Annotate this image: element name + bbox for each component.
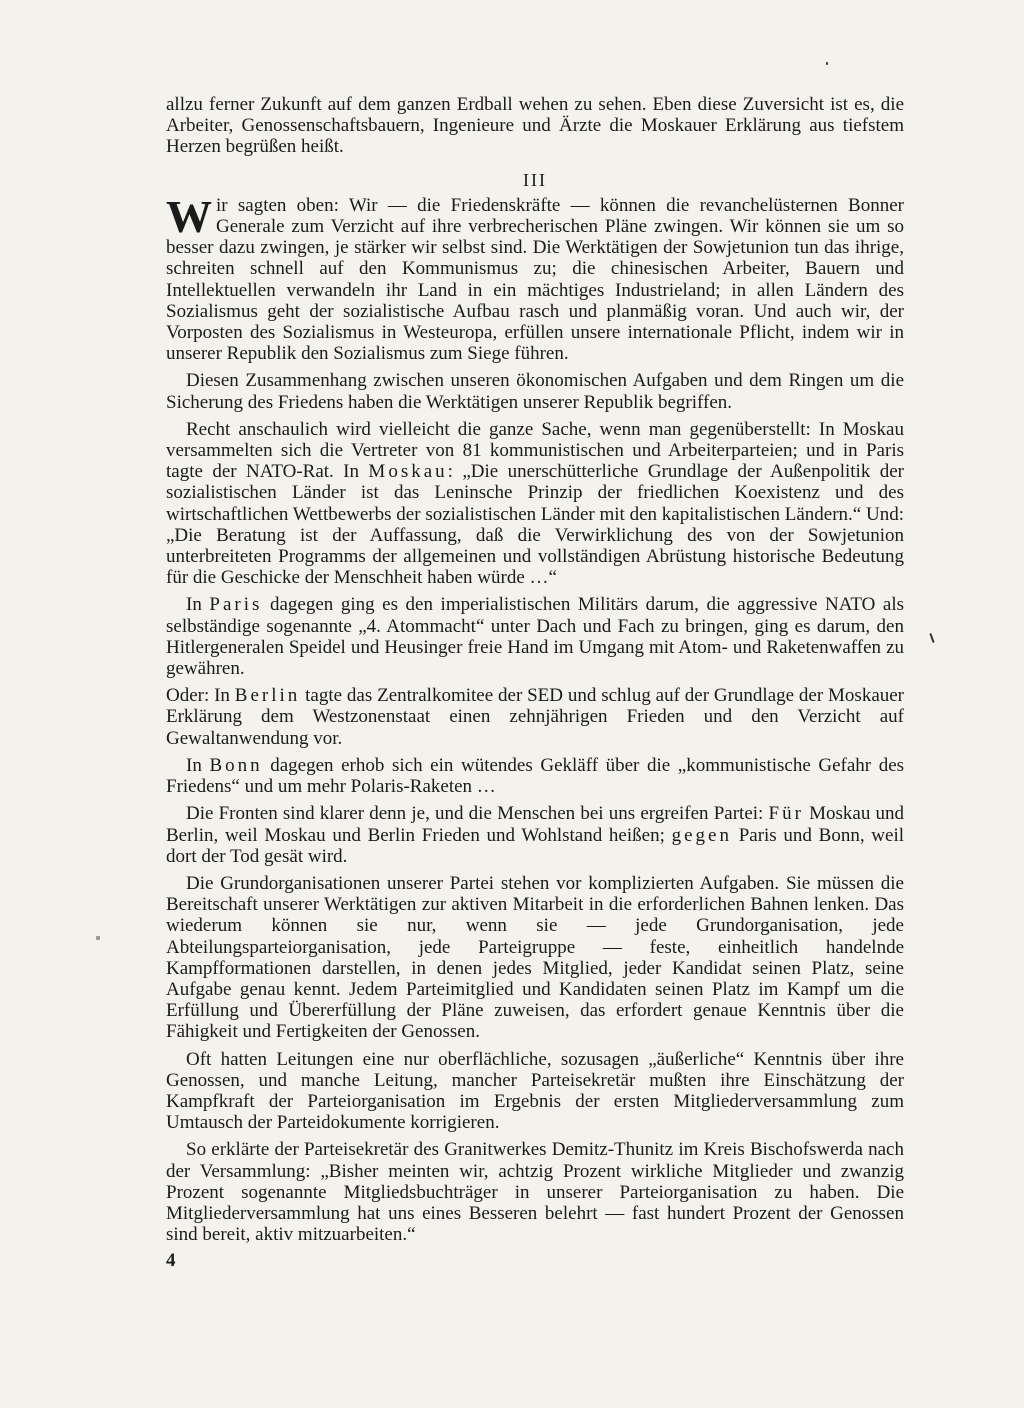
paragraph-6-text-b: tagte das Zentralkomitee der SED und schlug auf der Grundlage der Moskauer Erklärung dem Westzonenstaat einen zehnjährigen Frieden und den Verzicht auf Gewaltanwendung vor.: [166, 685, 905, 749]
spaced-word-bonn: Bonn: [209, 754, 263, 776]
paragraph-2: [166, 190, 904, 365]
paragraph-5-text-b: dagegen ging es den imperialistischen Militärs darum, die aggressive NATO als selbständige sogenannte „4. Atommacht“ unter Dach und Fach zu bringen, ging es darum, den Hitlergeneralen Speidel und Heusinger freie Hand im Umgang mit Atom- und Raketenwaffen zu gewähren.: [166, 594, 904, 680]
paragraph-10: Oft hatten Leitungen eine nur oberflächliche, sozusagen „äußerliche“ Kenntnis über ihre Genossen, und manche Leitung, mancher Parteisekretär mußten ihre Einschätzung der Kampfkraft der Parteiorganisation im Ergebnis der ersten Mitgliederversammlung zum Umtausch der Parteidokumente korrigieren.: [166, 1048, 904, 1134]
paragraph-1: allzu ferner Zukunft auf dem ganzen Erdball wehen zu sehen. Eben diese Zuversicht ist es, die Arbeiter, Genossenschaftsbauern, Ingenieure und Ärzte die Moskauer Erklärung aus tiefstem Herzen begrüßen heißt.: [166, 94, 904, 158]
paragraph-6-text-a: Oder: In: [166, 685, 230, 707]
paragraph-9: Die Grundorganisationen unserer Partei stehen vor komplizierten Aufgaben. Sie müssen die Bereitschaft unserer Werktätigen zur aktiven Mitarbeit in die erforderlichen Bahnen lenken. Das wiederum können sie nur, wenn sie — jede Grundorganisation, jede Abteilungsparteiorganisation, jede Parteigruppe — feste, einheitlich handelnde Kampfformationen darstellen, in denen jedes Mitglied, jeder Kandidat seinen Platz, seine Aufgabe genau kennt. Jedem Parteimitglied und Kandidaten seinen Platz im Kampf um die Erfüllung und Übererfüllung der Pläne zuweisen, das erfordert genaue Kenntnis über die Fähigkeit und Fertigkeiten der Genossen.: [166, 872, 904, 1043]
paragraph-7-text-a: In: [186, 754, 202, 776]
paragraph-4-text-a: Recht anschaulich wird vielleicht die ganze Sache, wenn man gegenüberstellt: In Moskau versammelten sich die Vertreter von 81 kommunistischen und Arbeiterparteien; und in Paris tagte der NATO-Rat. In: [166, 418, 904, 483]
section-heading: III: [523, 169, 547, 190]
paragraph-8-text-c: Paris und Bonn, weil dort der Tod gesät wird.: [166, 824, 905, 867]
paragraph-5-text-a: In: [186, 594, 202, 616]
spaced-word-berlin: Berlin: [234, 685, 301, 707]
paragraph-4: [166, 419, 904, 589]
paragraph-5: [166, 594, 904, 679]
scan-speck: [929, 633, 934, 643]
paragraph-7-text-b: dagegen erhob sich ein wütendes Gekläff über die „kommunistische Gefahr des Friedens“ und um mehr Polaris-Raketen …: [166, 754, 905, 798]
paragraph-8-text-b: Moskau und Berlin, weil Moskau und Berlin Frieden und Wohlstand heißen;: [166, 803, 904, 846]
paragraph-7: [166, 755, 904, 797]
paragraph-8: [166, 803, 904, 867]
paragraph-11: So erklärte der Parteisekretär des Granitwerkes Demitz-Thunitz im Kreis Bischofswerda nach der Versammlung: „Bisher meinten wir, achtzig Prozent wirkliche Mitglieder und zwanzig Prozent sogenannte Mitgliedsbuchträger in unserer Parteiorganisation zu haben. Die Mitgliederversammlung hat uns eines Besseren belehrt — fast hundert Prozent der Genossen sind bereit, aktiv mitzuarbeiten.“: [166, 1139, 904, 1246]
spaced-word-fuer: Für: [768, 803, 804, 825]
spaced-word-paris: Paris: [209, 594, 263, 616]
spaced-word-gegen: gegen: [671, 824, 732, 846]
body-text: [166, 94, 904, 1251]
paragraph-4-text-b: : „Die unerschütterliche Grundlage der Außenpolitik der sozialistischen Länder ist das Leninsche Prinzip der friedlichen Koexistenz und des wirtschaftlichen Wettbewerbs der sozialistischen Länder mit den kapitalistischen Ländern.“ Und: „Die Beratung ist der Auffassung, daß die Verwirklichung des von der Sowjetunion unterbreiteten Programms der allgemeinen und vollständigen Abrüstung historische Bedeutung für die Geschicke der Menschheit haben würde …“: [166, 461, 904, 589]
paragraph-2-text: ir sagten oben: Wir — die Friedenskräfte — können die revanchelüsternen Bonner Generale zum Verzicht auf ihre verbrecherischen Pläne zwingen. Wir können sie um so besser dazu zwingen, je stärker wir selbst sind. Die Werktätigen der Sowjetunion tun das ihrige, schreiten schnell auf den Kommunismus zu; die chinesischen Arbeiter, Bauern und Intellektuellen verwandeln ihr Land in ein mächtiges Industrieland; in allen Ländern des Sozialismus geht der sozialistische Aufbau rasch und planmäßig voran. Und auch wir, der Vorposten des Sozialismus in Westeuropa, erfüllen unsere internationale Pflicht, indem wir in unserer Republik den Sozialismus zum Siege führen.: [166, 194, 904, 365]
scan-speck: [96, 936, 100, 940]
page-number: 4: [166, 1250, 176, 1271]
paragraph-8-text-a: Die Fronten sind klarer denn je, und die Menschen bei uns ergreifen Partei:: [186, 803, 764, 825]
paragraph-3: Diesen Zusammenhang zwischen unseren ökonomischen Aufgaben und dem Ringen um die Sicherung des Friedens haben die Werktätigen unserer Republik begriffen.: [166, 370, 904, 413]
drop-cap: W: [166, 190, 212, 242]
spaced-word-moskau: Moskau: [368, 461, 448, 483]
scan-speck: [826, 62, 828, 65]
paragraph-6: [166, 685, 904, 749]
